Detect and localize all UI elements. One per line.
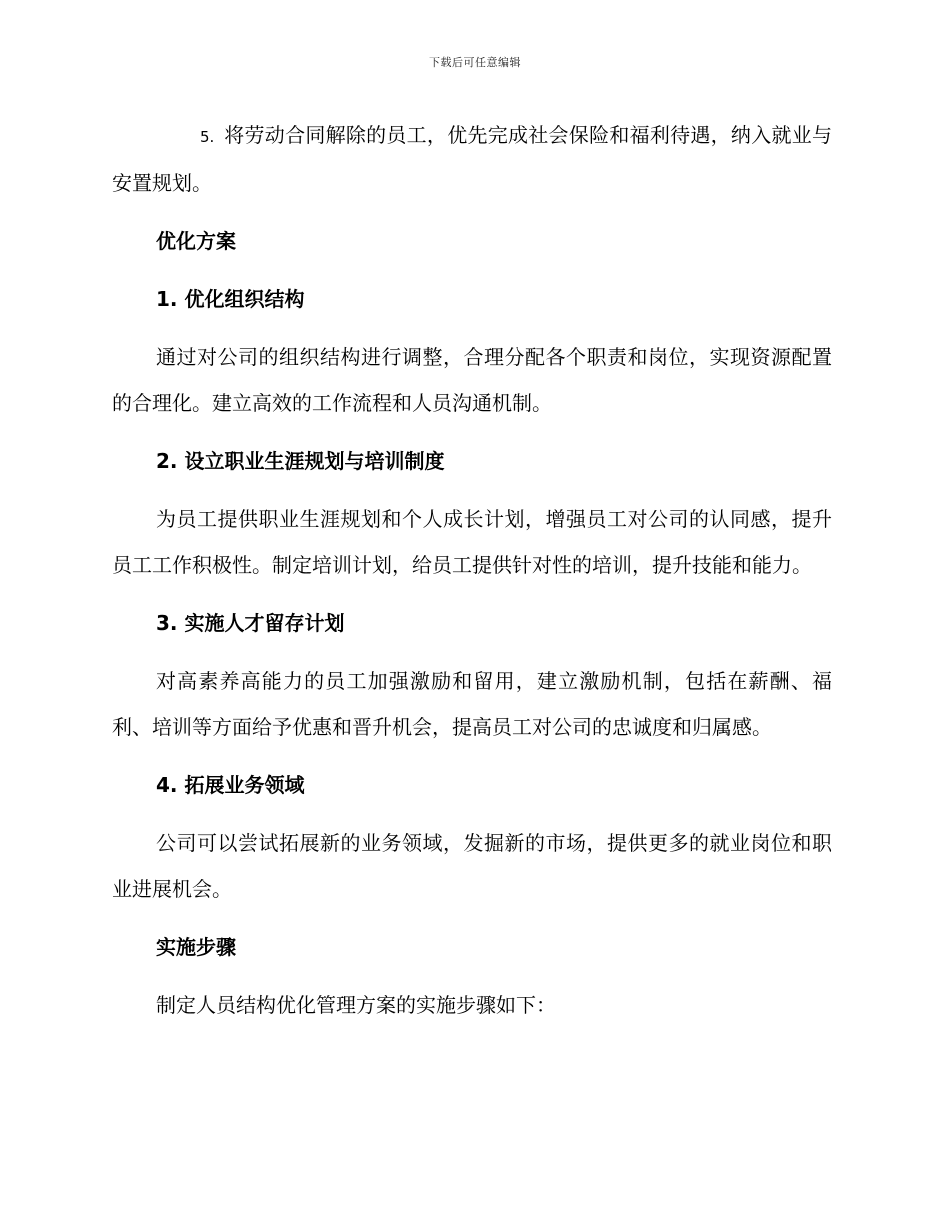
section-heading-optimization-plan: 优化方案 bbox=[156, 229, 236, 253]
paragraph-organization-structure: 通过对公司的组织结构进行调整，合理分配各个职责和岗位，实现资源配置的合理化。建立高效的工作流程和人员沟通机制。 bbox=[112, 345, 832, 415]
subheading-career-training: 2. 设立职业生涯规划与培训制度 bbox=[156, 449, 445, 473]
paragraph-talent-retention: 对高素养高能力的员工加强激励和留用，建立激励机制，包括在薪酬、福利、培训等方面给予优惠和晋升机会，提高员工对公司的忠诚度和归属感。 bbox=[112, 669, 832, 739]
subheading-organization-structure: 1. 优化组织结构 bbox=[156, 287, 305, 311]
section-heading-implementation-steps: 实施步骤 bbox=[156, 935, 236, 959]
paragraph-item-5 bbox=[112, 112, 832, 206]
header-note: 下载后可任意编辑 bbox=[429, 56, 521, 69]
document-body bbox=[112, 112, 832, 1040]
paragraph-career-training: 为员工提供职业生涯规划和个人成长计划，增强员工对公司的认同感，提升员工工作积极性。制定培训计划，给员工提供针对性的培训，提升技能和能力。 bbox=[112, 507, 832, 577]
paragraph-business-expansion: 公司可以尝试拓展新的业务领域，发掘新的市场，提供更多的就业岗位和职业进展机会。 bbox=[112, 831, 832, 901]
paragraph-text: 将劳动合同解除的员工，优先完成社会保险和福利待遇，纳入就业与安置规划。 bbox=[112, 123, 832, 195]
subheading-talent-retention: 3. 实施人才留存计划 bbox=[156, 611, 345, 635]
subheading-business-expansion: 4. 拓展业务领域 bbox=[156, 773, 305, 797]
list-number: 5. bbox=[200, 128, 215, 146]
paragraph-implementation-intro: 制定人员结构优化管理方案的实施步骤如下： bbox=[156, 993, 556, 1017]
